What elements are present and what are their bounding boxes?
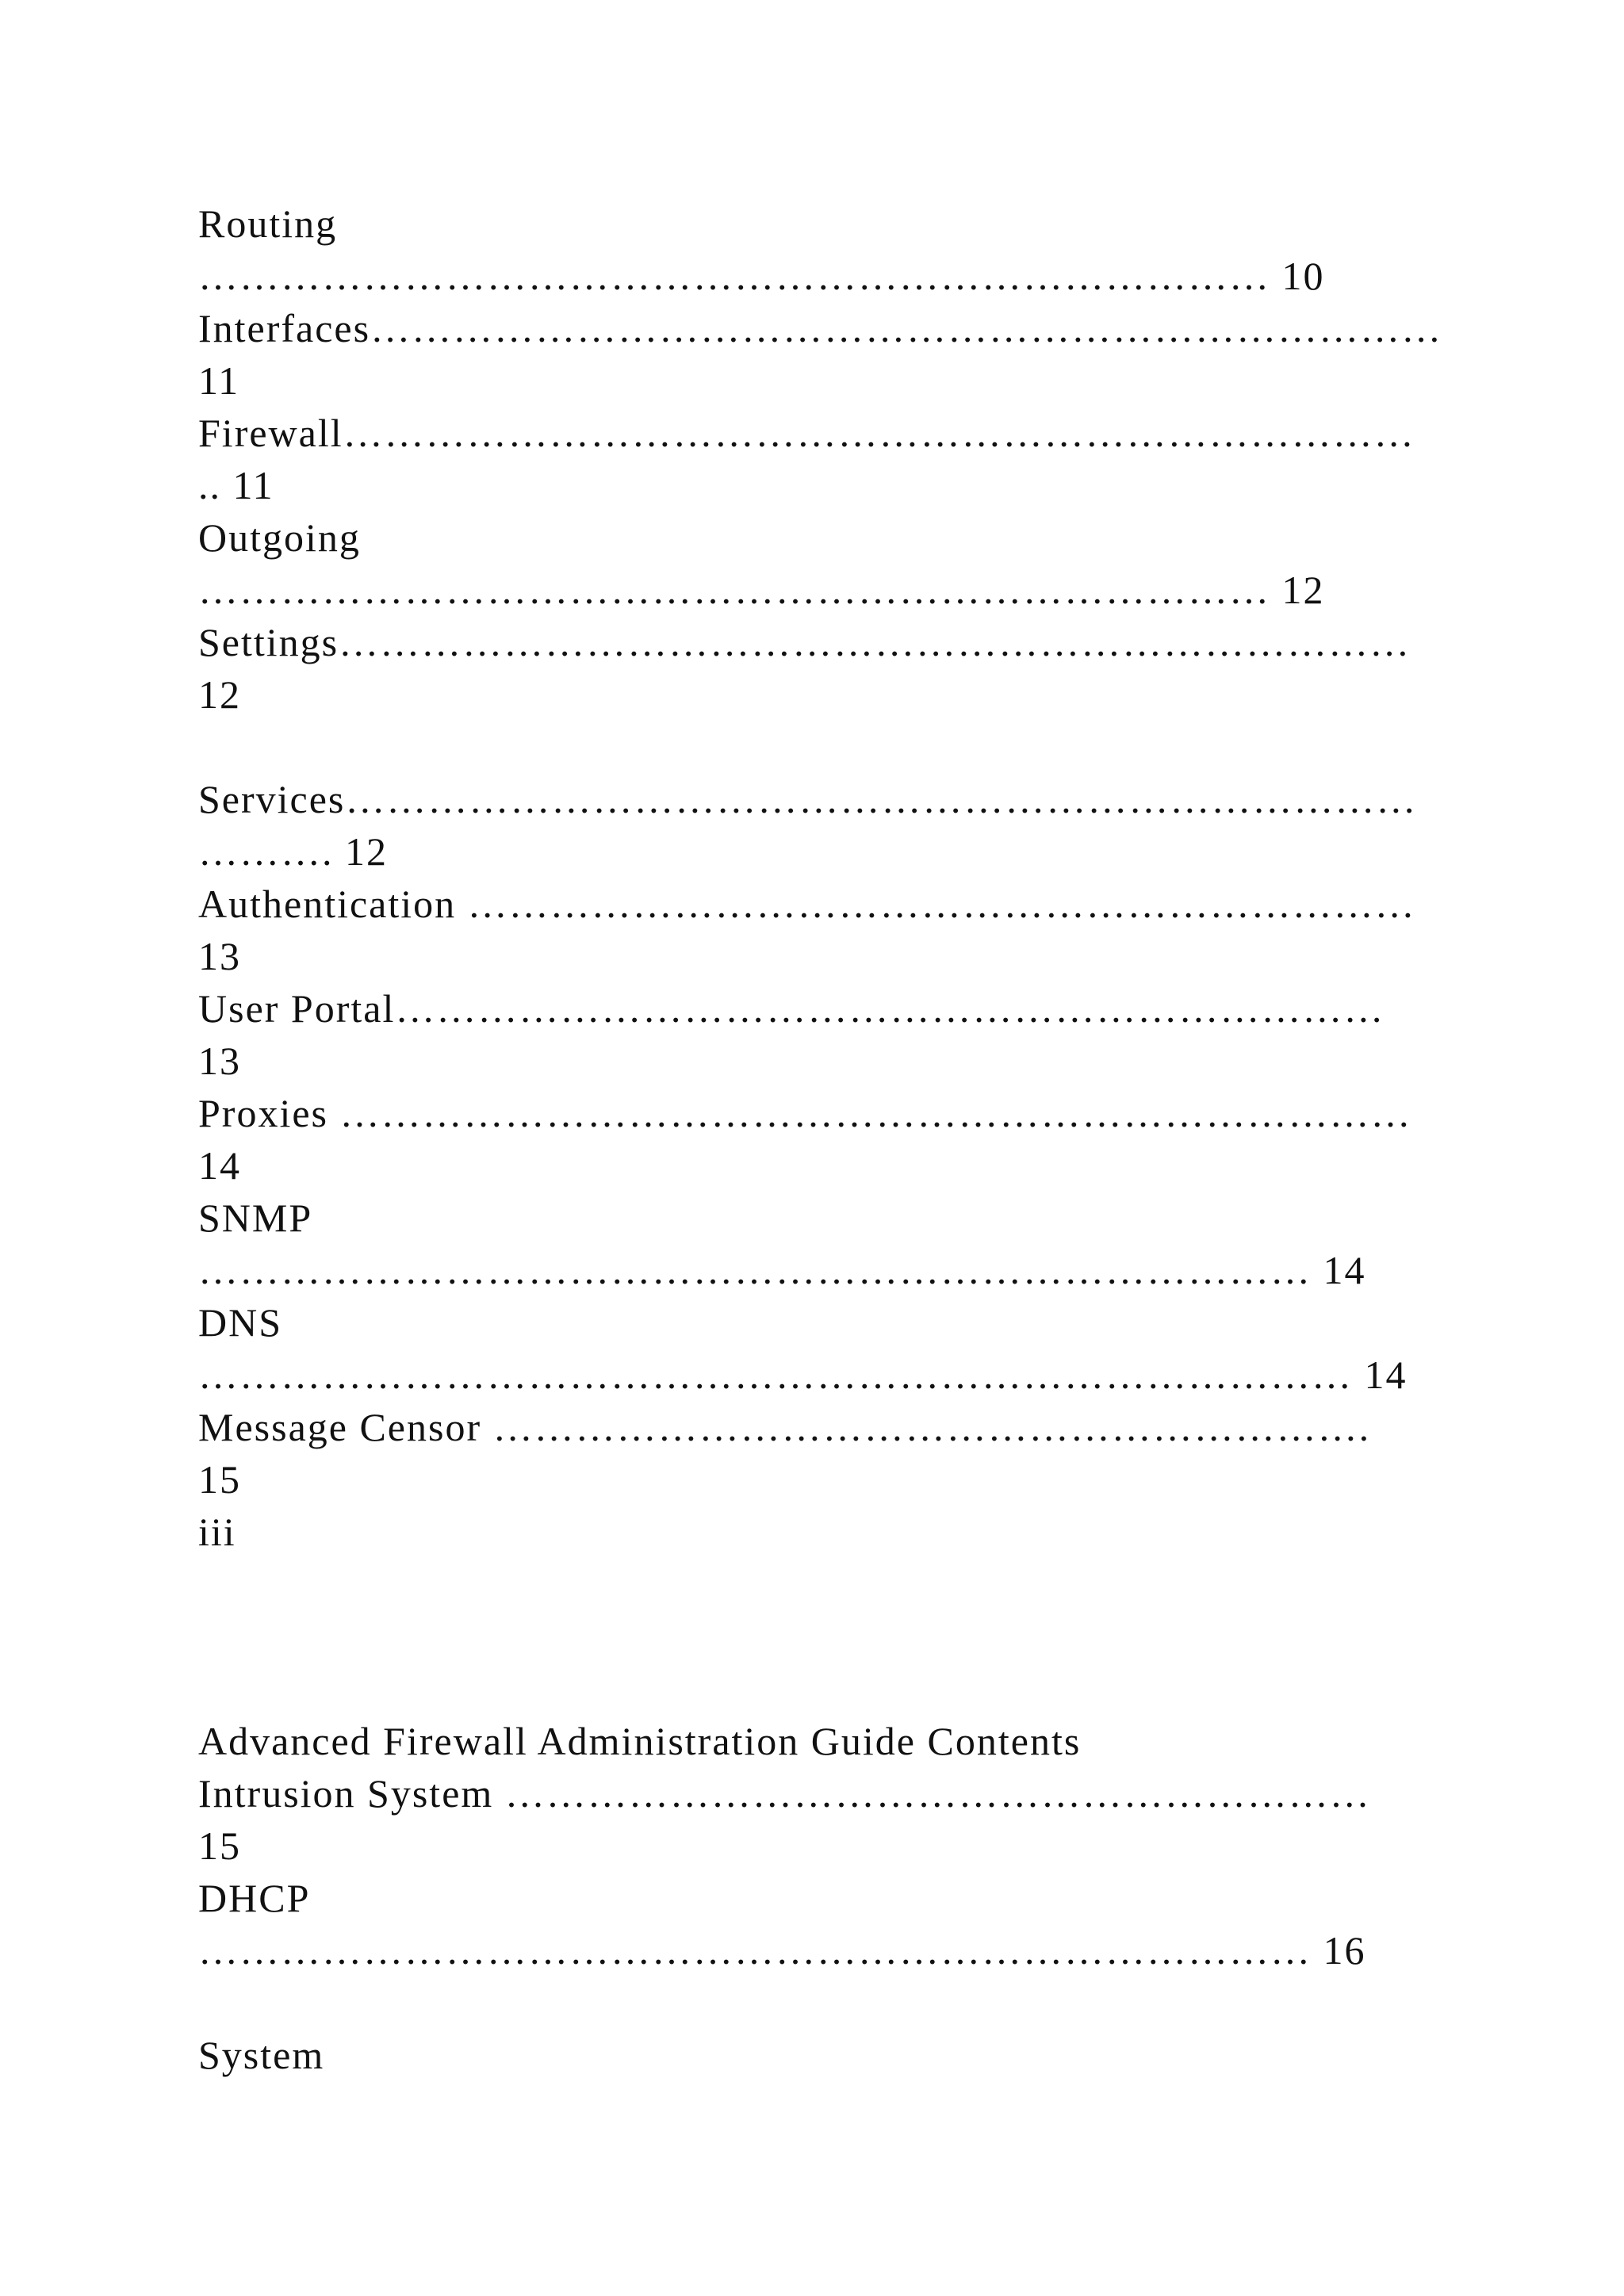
toc-entry-dns-title: DNS <box>198 1300 283 1345</box>
toc-entry-services-page: ………. 12 <box>198 829 388 874</box>
toc-entry-dhcp-title: DHCP <box>198 1876 311 1920</box>
toc-entry-settings-title: Settings…………………………………………………………………… <box>198 620 1411 664</box>
toc-entry-routing-page: …………………………………………………………………… 10 <box>198 254 1325 298</box>
toc-entry-authentication-title: Authentication …………………………………………………………… <box>198 882 1416 926</box>
toc-entry-proxies-page: 14 <box>198 1143 241 1188</box>
toc-entry-message-censor-page: 15 <box>198 1457 241 1502</box>
toc-entry-proxies-title: Proxies …………………………………………………………………… <box>198 1091 1412 1135</box>
toc-entry-user-portal-page: 13 <box>198 1039 241 1083</box>
toc-entry-routing-title: Routing <box>198 201 338 246</box>
toc-entry-dhcp-page: ……………………………………………………………………… 16 <box>198 1928 1366 1973</box>
toc-entry-settings-page: 12 <box>198 672 241 717</box>
toc-entry-dns-page: ………………………………………………………………………… 14 <box>198 1353 1408 1397</box>
toc-entry-interfaces-page: 11 <box>198 358 240 403</box>
toc-entry-system-title: System <box>198 2033 325 2077</box>
page-number: iii <box>198 1510 236 1554</box>
toc-entry-firewall-title: Firewall…………………………………………………………………… <box>198 411 1415 455</box>
toc-entry-intrusion-system-title: Intrusion System ……………………………………………………… <box>198 1771 1371 1816</box>
toc-entry-authentication-page: 13 <box>198 934 241 978</box>
toc-entry-interfaces-title: Interfaces…………………………………………………………………… <box>198 306 1443 350</box>
toc-entry-user-portal-title: User Portal……………………………………………………………… <box>198 986 1385 1031</box>
toc-entry-snmp-title: SNMP <box>198 1196 313 1240</box>
toc-entry-intrusion-system-page: 15 <box>198 1823 241 1868</box>
toc-entry-firewall-page: .. 11 <box>198 463 274 507</box>
toc-entry-message-censor-title: Message Censor ………………………………………………………. <box>198 1405 1371 1449</box>
toc-entry-snmp-page: ……………………………………………………………………… 14 <box>198 1248 1366 1292</box>
running-header: Advanced Firewall Administration Guide Contents <box>198 1719 1082 1763</box>
toc-entry-outgoing-title: Outgoing <box>198 515 361 560</box>
toc-entry-services-title: Services…………………………………………………………………… <box>198 777 1418 821</box>
toc-entry-outgoing-page: …………………………………………………………………… 12 <box>198 568 1325 612</box>
